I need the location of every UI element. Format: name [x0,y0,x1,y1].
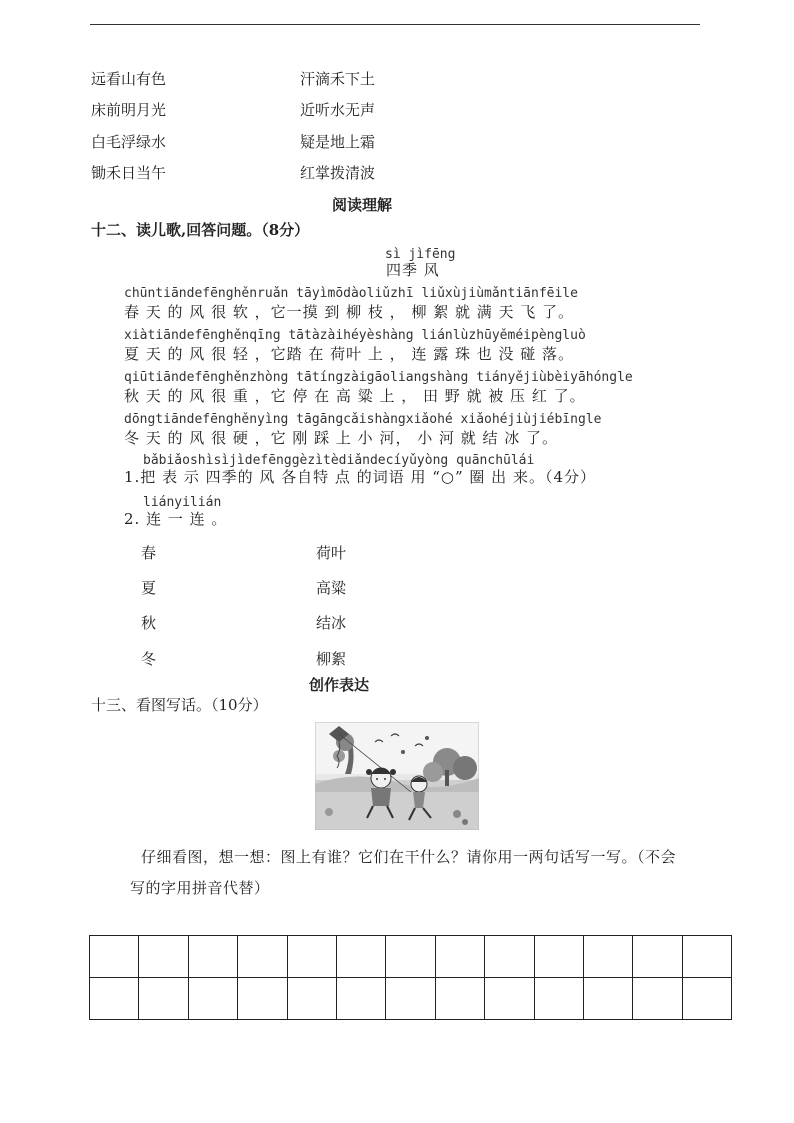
writing-cell[interactable] [583,978,632,1020]
writing-cell[interactable] [336,978,385,1020]
poem-line-2-text: 夏 天 的 风 很 轻 ，它踏 在 荷叶 上 ， 连 露 珠 也 没 碰 落。 [124,345,575,363]
writing-cell[interactable] [188,936,237,978]
writing-cell[interactable] [188,978,237,1020]
writing-cell[interactable] [435,978,484,1020]
writing-cell[interactable] [682,978,731,1020]
connect-left-1: 春 [141,544,157,562]
writing-cell[interactable] [633,978,682,1020]
connect-right-1: 荷叶 [316,544,347,562]
q13-instruction-line-2: 写的字用拼音代替） [130,879,270,897]
writing-cell[interactable] [386,936,435,978]
q13-instruction-line-1: 仔细看图，想一想：图上有谁？它们在干什么？请你用一两句话写一写。（不会 [141,848,677,866]
match-left-3: 白毛浮绿水 [91,133,167,151]
writing-cell[interactable] [238,978,287,1020]
connect-right-2: 高粱 [316,579,347,597]
connect-left-2: 夏 [141,579,157,597]
writing-grid-row-1 [90,936,732,978]
q12-sub2-pinyin: liányilián [143,495,222,510]
poem-title: 四季 风 [386,261,440,279]
kite-flying-illustration [315,722,479,830]
section-writing-heading: 创作表达 [309,676,370,694]
top-rule [90,24,700,25]
match-left-1: 远看山有色 [91,70,167,88]
writing-grid-row-2 [90,978,732,1020]
writing-cell[interactable] [534,978,583,1020]
q12-sub1-pinyin: bǎbiǎoshìsìjìdefēnggèzìtèdiǎndecíyǔyòng quānchūlái [143,453,535,468]
connect-left-4: 冬 [141,650,157,668]
writing-cell[interactable] [386,978,435,1020]
writing-cell[interactable] [90,978,139,1020]
writing-cell[interactable] [435,936,484,978]
section-reading-heading: 阅读理解 [332,196,393,214]
match-left-2: 床前明月光 [91,101,167,119]
q12-sub1-text: 1.把 表 示 四季的 风 各自特 点 的词语 用 “○” 圈 出 来。（4分） [124,468,596,486]
match-right-4: 红掌拨清波 [300,164,376,182]
q13-title: 十三、看图写话。（10分） [91,696,268,714]
poem-line-4-pinyin: dōngtiāndefēnghěnyìng tāgāngcǎishàngxiǎohé xiǎohéjiùjiébīngle [124,412,602,427]
writing-cell[interactable] [287,936,336,978]
poem-line-3-pinyin: qiūtiāndefēnghěnzhòng tātíngzàigāoliangshàng tiányějiùbèiyāhóngle [124,370,633,385]
poem-line-3 [124,370,633,406]
q12-sub2-text: 2. 连 一 连 。 [124,510,228,528]
writing-cell[interactable] [90,936,139,978]
match-right-3: 疑是地上霜 [300,133,376,151]
q12-title: 十二、读儿歌,回答问题。（8分） [91,221,310,239]
writing-cell[interactable] [485,978,534,1020]
writing-cell[interactable] [336,936,385,978]
poem-line-1-text: 春 天 的 风 很 软 ，它一摸 到 柳 枝 ， 柳 絮 就 满 天 飞 了。 [124,303,575,321]
match-right-2: 近听水无声 [300,101,376,119]
poem-line-2-pinyin: xiàtiāndefēnghěnqīng tātàzàihéyèshàng liánlùzhūyěméipèngluò [124,328,586,343]
writing-cell[interactable] [682,936,731,978]
match-right-1: 汗滴禾下土 [300,70,376,88]
match-left-4: 锄禾日当午 [91,164,167,182]
writing-cell[interactable] [534,936,583,978]
poem-line-3-text: 秋 天 的 风 很 重 ，它 停 在 高 粱 上 ， 田 野 就 被 压 红 了。 [124,387,586,405]
writing-grid[interactable] [89,935,732,1020]
poem-line-1 [124,286,578,322]
writing-cell[interactable] [139,978,188,1020]
writing-cell[interactable] [485,936,534,978]
poem-line-2 [124,328,586,364]
writing-cell[interactable] [139,936,188,978]
writing-cell[interactable] [633,936,682,978]
poem-line-4 [124,412,601,448]
writing-cell[interactable] [287,978,336,1020]
writing-cell[interactable] [583,936,632,978]
connect-right-3: 结冰 [316,614,347,632]
poem-line-4-text: 冬 天 的 风 很 硬 ，它 刚 踩 上 小 河， 小 河 就 结 冰 了。 [124,429,559,447]
poem-title-pinyin: sì jìfēng [385,247,456,262]
connect-left-3: 秋 [141,614,157,632]
connect-right-4: 柳絮 [316,650,347,668]
writing-cell[interactable] [238,936,287,978]
poem-line-1-pinyin: chūntiāndefēnghěnruǎn tāyìmōdàoliǔzhī liǔxùjiùmǎntiānfēile [124,286,578,301]
